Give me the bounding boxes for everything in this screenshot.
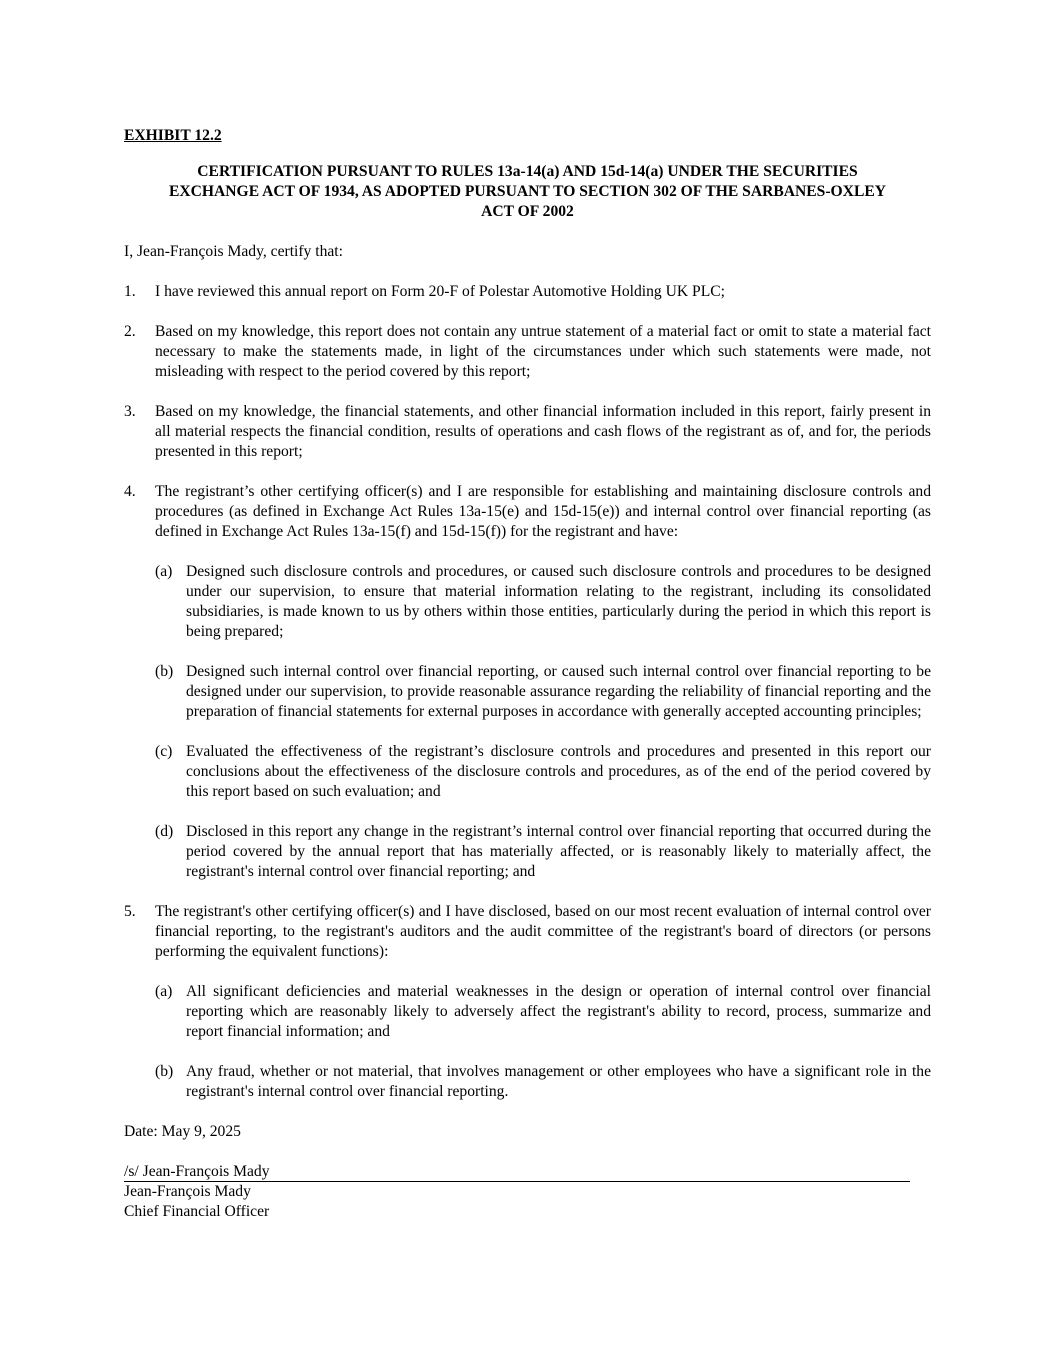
sub-item-text: All significant deficiencies and material weaknesses in the design or operation of internal control over financial reporting which are reasonably likely to adversely affect the registrant's ability to record, process, summarize and report financial information; and (186, 983, 931, 1040)
certification-item-1 (124, 282, 931, 302)
certification-item-2 (124, 322, 931, 382)
item-text: The registrant's other certifying officer(s) and I have disclosed, based on our most recent evaluation of internal control over financial reporting, to the registrant's auditors and the audit committee of the registrant's board of directors (or persons performing the equivalent functions): (155, 903, 931, 960)
sub-item-text: Any fraud, whether or not material, that involves management or other employees who have a significant role in the registrant's internal control over financial reporting. (186, 1063, 931, 1100)
title-line-3: ACT OF 2002 (481, 203, 574, 220)
signature-line: /s/ Jean-François Mady (124, 1162, 910, 1182)
sub-item-label: (b) (155, 1063, 174, 1080)
sub-item-text: Disclosed in this report any change in the registrant’s internal control over financial reporting that occurred during the period covered by the annual report that has materially affected, or is reasonably likely to materially affect, the registrant's internal control over financial reporting; and (186, 823, 931, 880)
item-number: 4. (124, 483, 136, 500)
sub-item-text: Designed such internal control over financial reporting, or caused such internal control over financial reporting to be designed under our supervision, to provide reasonable assurance regarding the reliability of financial reporting and the preparation of financial statements for external purposes in accordance with generally accepted accounting principles; (186, 663, 931, 720)
sub-item-4d (155, 822, 931, 882)
certification-item-4 (124, 482, 931, 542)
intro-statement: I, Jean-François Mady, certify that: (124, 243, 343, 260)
sub-item-4b (155, 662, 931, 722)
sub-item-label: (b) (155, 663, 174, 680)
exhibit-heading: EXHIBIT 12.2 (124, 127, 222, 144)
sub-item-4c (155, 742, 931, 802)
item-number: 5. (124, 903, 136, 920)
sub-item-label: (a) (155, 563, 173, 580)
item-number: 2. (124, 323, 136, 340)
item-text: I have reviewed this annual report on Form 20-F of Polestar Automotive Holding UK PLC; (155, 283, 725, 300)
item-text: The registrant’s other certifying officer(s) and I are responsible for establishing and maintaining disclosure controls and procedures (as defined in Exchange Act Rules 13a-15(e) and 15d-15(e)) and internal control over financial reporting (as defined in Exchange Act Rules 13a-15(f) and 15d-15(f)) for the registrant and have: (155, 483, 931, 540)
certification-item-3 (124, 402, 931, 462)
certification-item-5 (124, 902, 931, 962)
item-number: 1. (124, 283, 136, 300)
sub-item-5b (155, 1062, 931, 1102)
sub-item-label: (d) (155, 823, 174, 840)
sub-item-5a (155, 982, 931, 1042)
item-text: Based on my knowledge, this report does not contain any untrue statement of a material fact or omit to state a material fact necessary to make the statements made, in light of the circumstances under which such statements were made, not misleading with respect to the period covered by this report; (155, 323, 931, 380)
sub-item-text: Designed such disclosure controls and procedures, or caused such disclosure controls and procedures to be designed under our supervision, to ensure that material information relating to the registrant, including its consolidated subsidiaries, is made known to us by others within those entities, particularly during the period in which this report is being prepared; (186, 563, 931, 640)
date-line: Date: May 9, 2025 (124, 1123, 241, 1140)
sub-item-4a (155, 562, 931, 642)
sub-item-label: (c) (155, 743, 173, 760)
title-line-2: EXCHANGE ACT OF 1934, AS ADOPTED PURSUANT TO SECTION 302 OF THE SARBANES-OXLEY (168, 183, 887, 200)
signer-title: Chief Financial Officer (124, 1203, 270, 1220)
certification-title (124, 162, 931, 222)
item-number: 3. (124, 403, 136, 420)
document-page (124, 126, 931, 1222)
signer-name: Jean-François Mady (124, 1183, 251, 1200)
item-text: Based on my knowledge, the financial statements, and other financial information included in this report, fairly present in all material respects the financial condition, results of operations and cash flows of the registrant as of, and for, the periods presented in this report; (155, 403, 931, 460)
title-line-1: CERTIFICATION PURSUANT TO RULES 13a-14(a) AND 15d-14(a) UNDER THE SECURITIES (197, 163, 858, 180)
sub-item-label: (a) (155, 983, 173, 1000)
sub-item-text: Evaluated the effectiveness of the registrant’s disclosure controls and procedures and presented in this report our conclusions about the effectiveness of the disclosure controls and procedures, as of the end of the period covered by this report based on such evaluation; and (186, 743, 931, 800)
